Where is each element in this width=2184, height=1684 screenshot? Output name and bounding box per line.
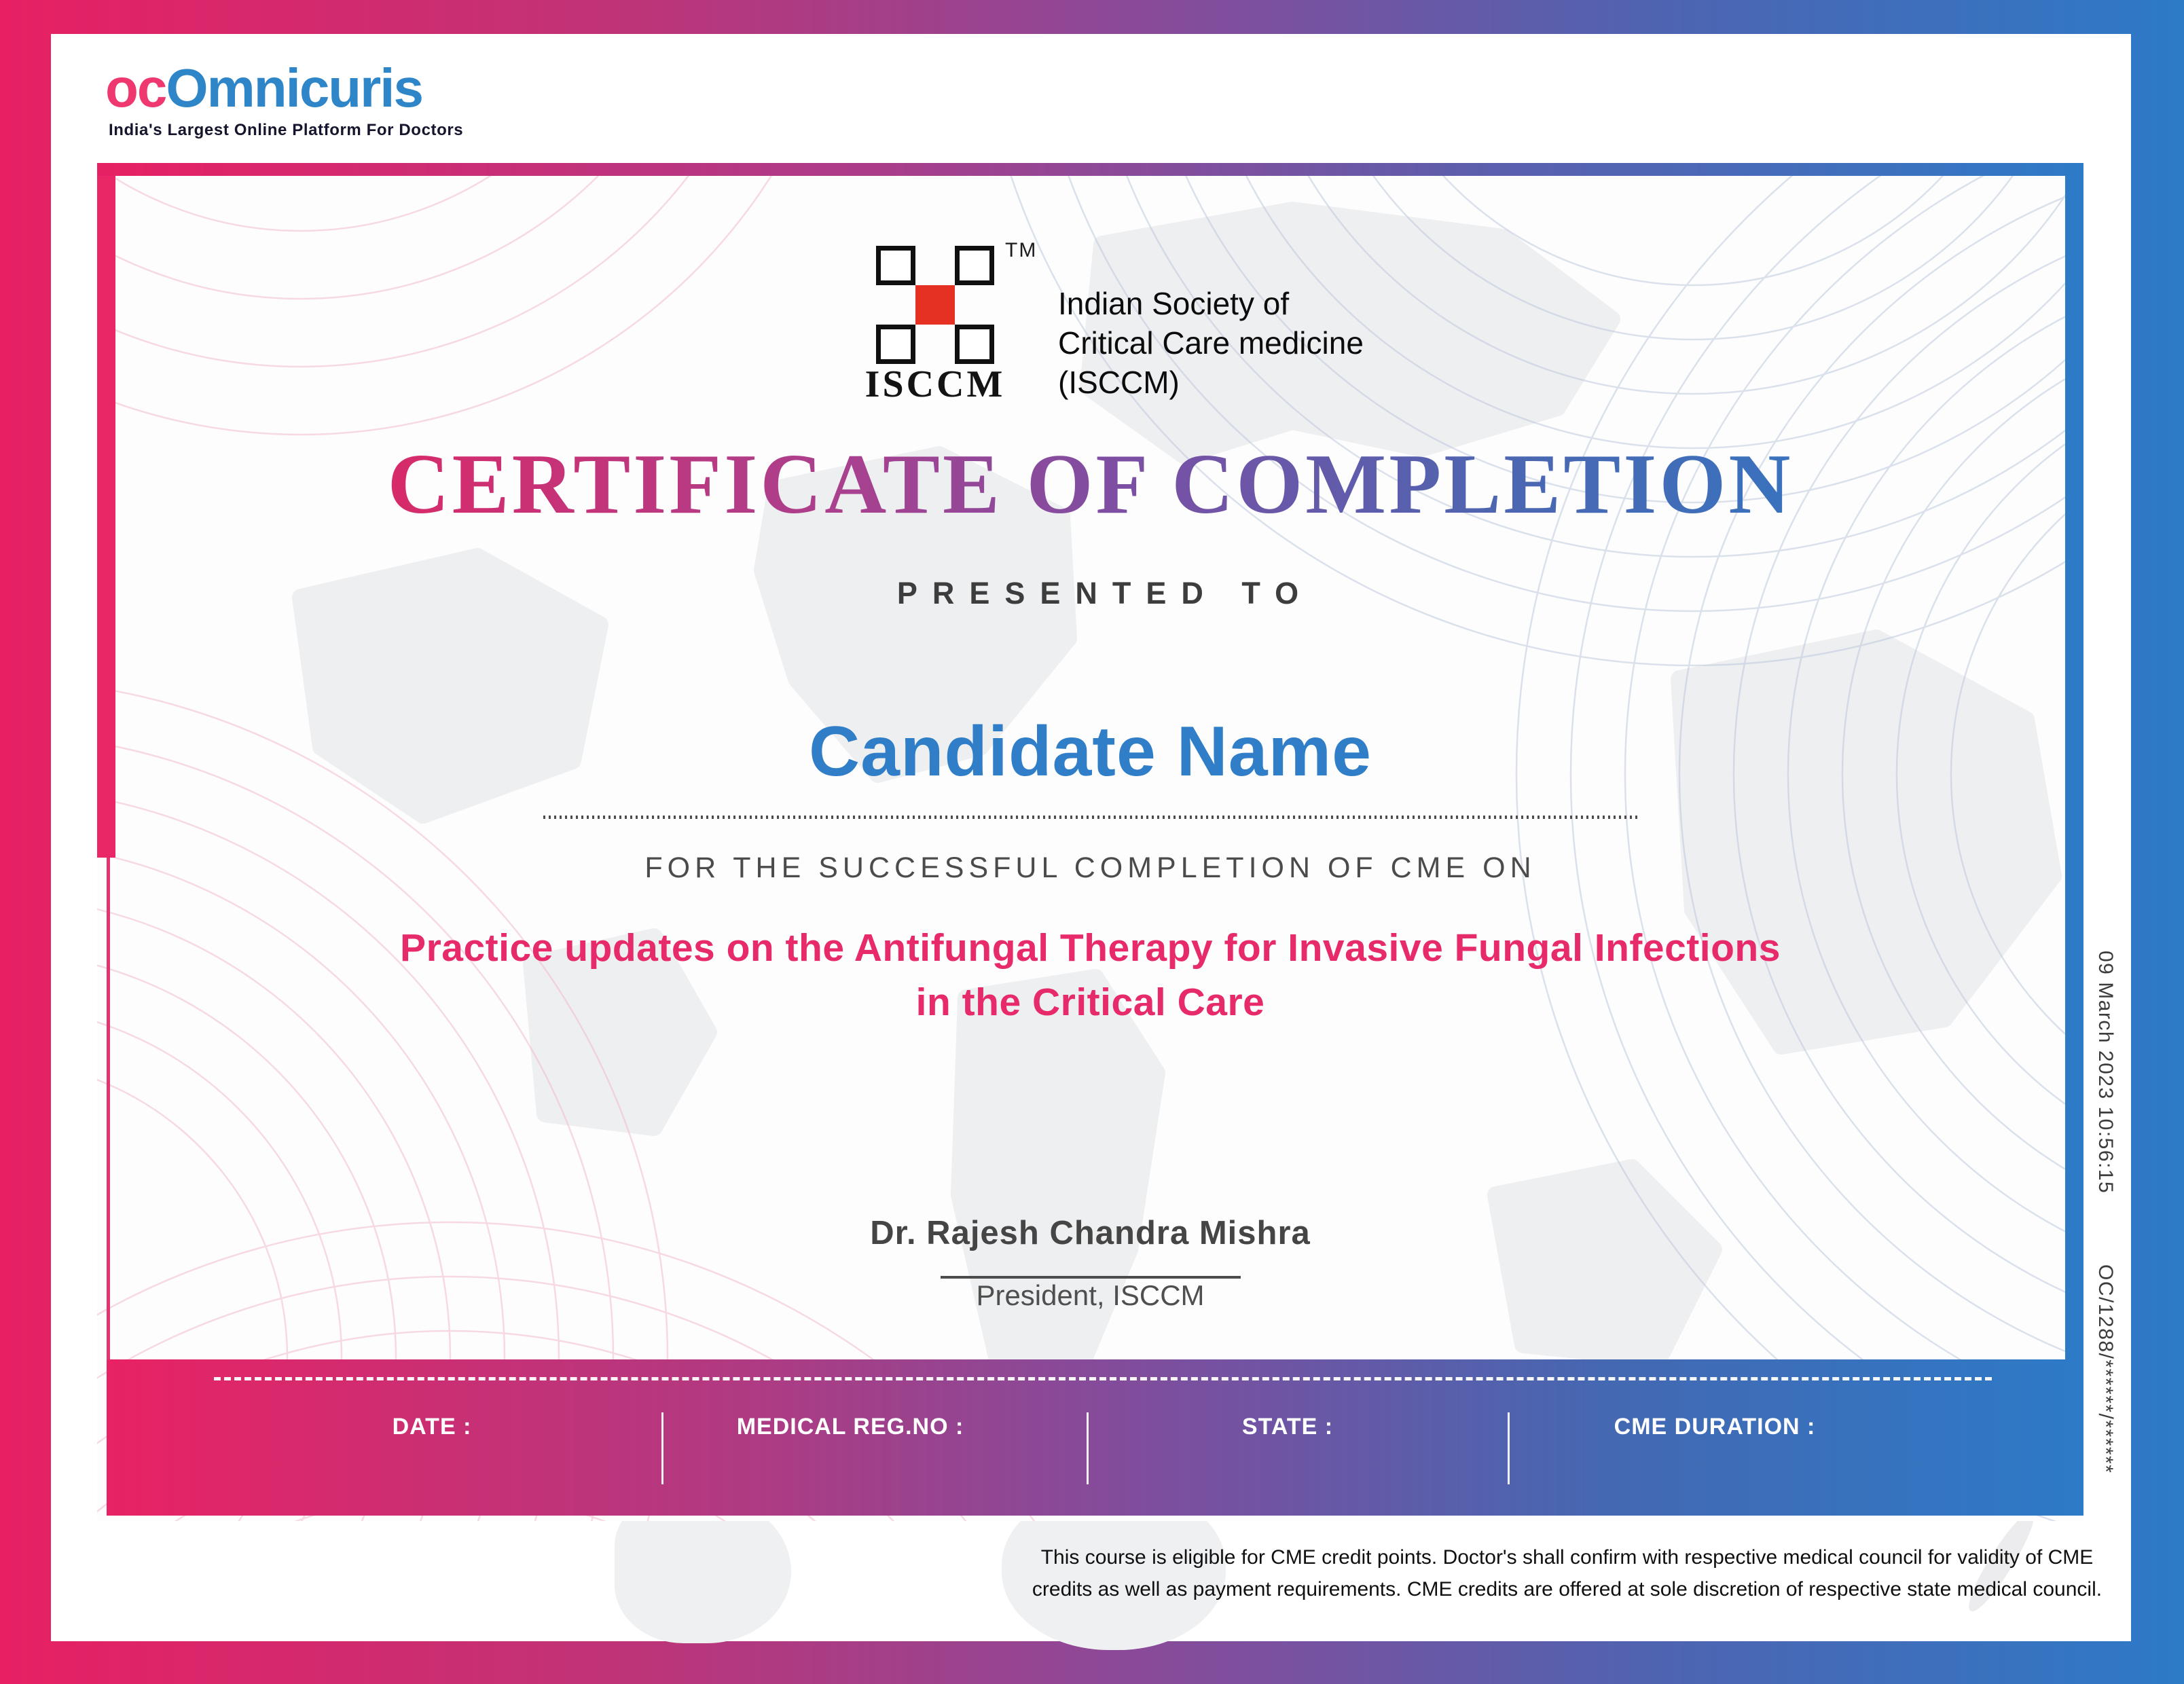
field-label-state: STATE : xyxy=(1241,1414,1334,1440)
isccm-logo-icon xyxy=(876,246,994,364)
disclaimer-line1: This course is eligible for CME credit points. Doctor's shall confirm with respective medical council for validity of CME xyxy=(1040,1546,2094,1569)
disclaimer-text xyxy=(1019,1541,2115,1605)
bar-separator xyxy=(1508,1412,1510,1484)
signatory-role: President, ISCCM xyxy=(976,1279,1205,1311)
certificate-title: CERTIFICATE OF COMPLETION xyxy=(97,436,2083,534)
brand-tagline: India's Largest Online Platform For Doctors xyxy=(109,121,464,139)
isccm-square-icon xyxy=(876,246,915,285)
field-label-cme-duration: CME DURATION : xyxy=(1614,1414,1816,1440)
candidate-name: Candidate Name xyxy=(809,712,1372,791)
course-title-line2: in the Critical Care xyxy=(915,981,1265,1024)
issuer-org-line: Indian Society of xyxy=(1058,286,1290,321)
certificate-frame xyxy=(97,163,2083,1521)
completion-line: FOR THE SUCCESSFUL COMPLETION OF CME ON xyxy=(644,852,1536,884)
field-label-date: DATE : xyxy=(392,1414,472,1440)
frame-top-border xyxy=(97,163,2083,176)
omnicuris-wordmark xyxy=(105,58,463,118)
isccm-square-icon xyxy=(955,325,994,364)
signatory-name: Dr. Rajesh Chandra Mishra xyxy=(870,1215,1311,1251)
footer-bar xyxy=(107,1359,2083,1516)
issuer-org-line: (ISCCM) xyxy=(1058,365,1180,400)
trademark-label: TM xyxy=(1005,239,1038,261)
frame-left-border xyxy=(97,176,115,858)
bar-dashed-line xyxy=(214,1377,1992,1380)
bar-separator xyxy=(661,1412,663,1484)
frame-left-hairline xyxy=(107,858,110,1359)
isccm-square-icon xyxy=(955,246,994,285)
issuer-org-line: Critical Care medicine xyxy=(1058,325,1364,361)
issuer-org-name xyxy=(1058,284,1364,402)
side-certificate-number: OC/1288/******/****** xyxy=(2094,1264,2117,1474)
isccm-red-square-icon xyxy=(915,285,955,325)
side-timestamp: 09 March 2023 10:56:15 xyxy=(2094,951,2117,1194)
certificate-sheet xyxy=(51,34,2131,1641)
disclaimer-line2: credits as well as payment requirements. CME credits are offered at sole discretion of respective state medical council. xyxy=(1032,1578,2103,1600)
omnicuris-oc-icon: oc xyxy=(105,58,166,118)
signature-line xyxy=(941,1276,1241,1279)
candidate-name-underline xyxy=(97,810,2083,822)
isccm-logo-text: ISCCM xyxy=(864,363,1006,405)
frame-right-border xyxy=(2065,176,2083,1359)
dotted-line xyxy=(543,816,1638,819)
field-label-medical-reg-no: MEDICAL REG.NO : xyxy=(736,1414,964,1440)
course-title-line1: Practice updates on the Antifungal Therapy for Invasive Fungal Infections xyxy=(400,926,1781,970)
omnicuris-logo xyxy=(105,58,464,139)
isccm-square-icon xyxy=(876,325,915,364)
bar-separator xyxy=(1087,1412,1089,1484)
omnicuris-name: Omnicuris xyxy=(166,58,423,118)
presented-to-label: PRESENTED TO xyxy=(896,576,1314,610)
